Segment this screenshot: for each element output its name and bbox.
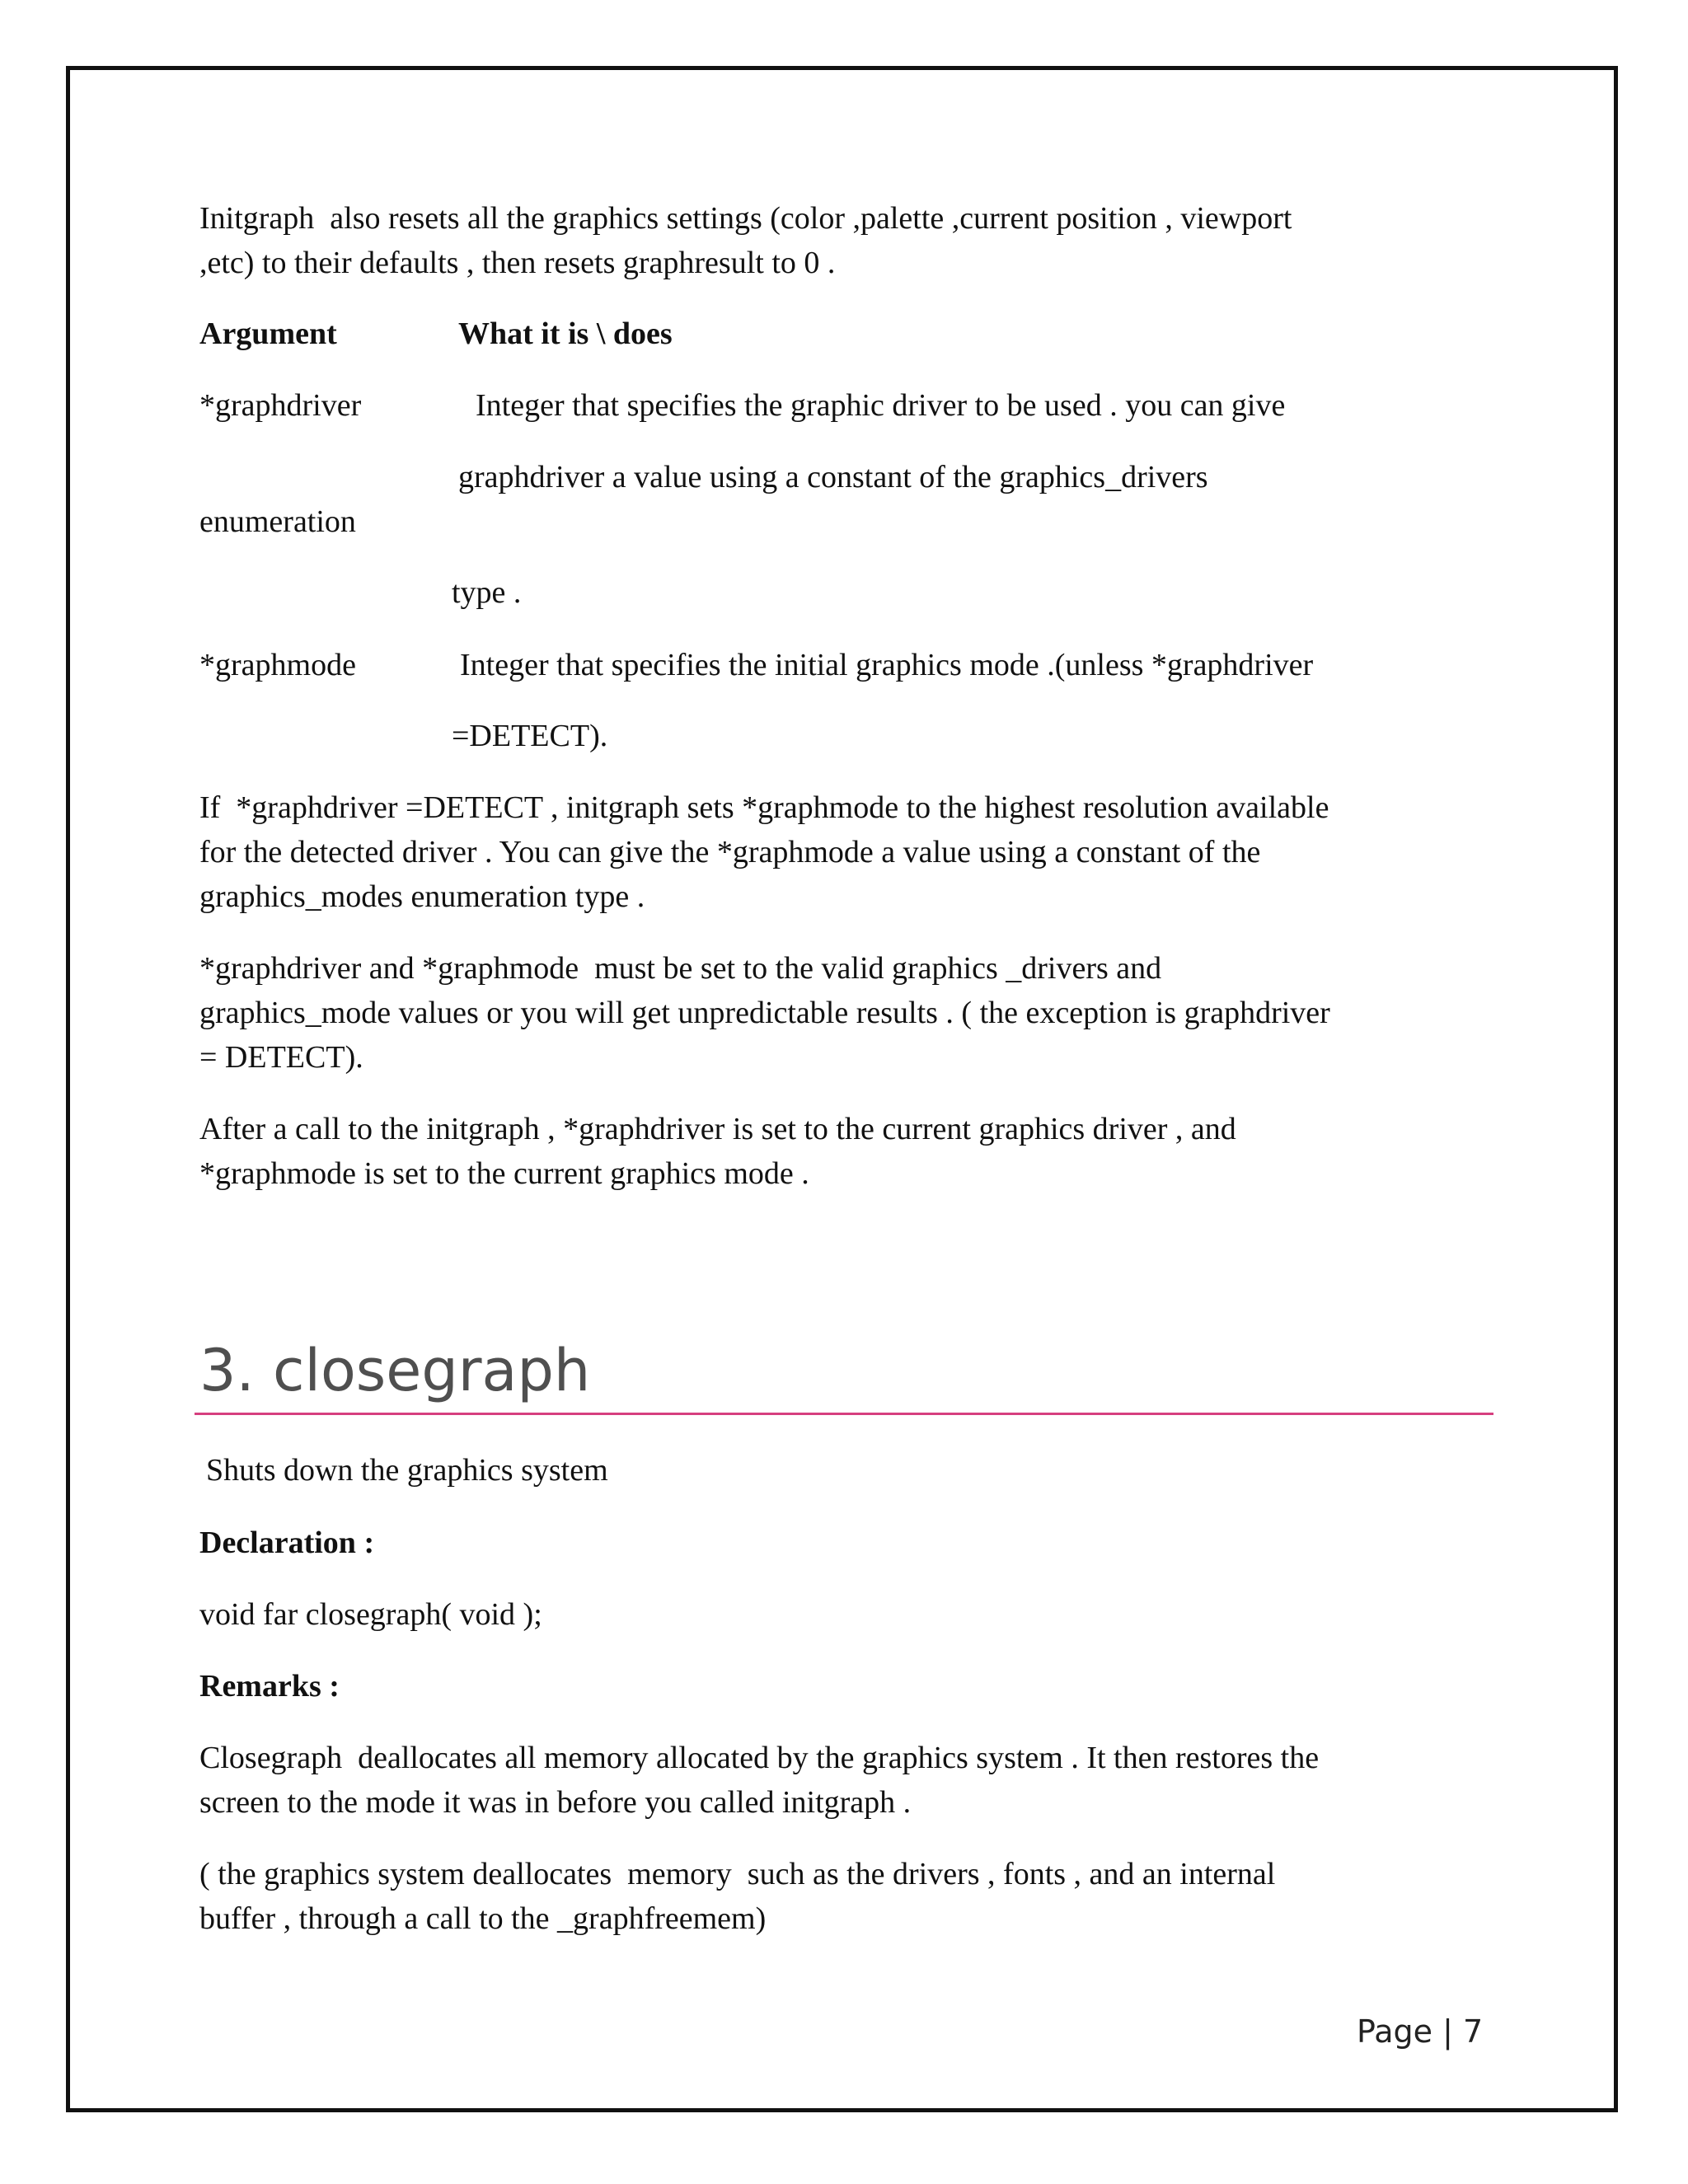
arg-graphdriver-desc: Integer that specifies the graphic driver to be used . you can give: [476, 388, 1286, 423]
remarks-label: Remarks :: [199, 1669, 340, 1704]
arg-graphmode-desc: =DETECT).: [452, 719, 608, 753]
remarks-paragraph-line: Closegraph deallocates all memory allocated by the graphics system . It then restores the: [199, 1741, 1320, 1775]
table-header-what: What it is \ does: [458, 316, 673, 351]
page-number: Page | 7: [1357, 2013, 1484, 2050]
note-paragraph-line: buffer , through a call to the _graphfreemem): [199, 1901, 767, 1936]
section-summary: Shuts down the graphics system: [206, 1453, 608, 1488]
heading-underline: [195, 1413, 1493, 1415]
arg-graphdriver-desc: enumeration: [199, 504, 356, 539]
after-paragraph-line: *graphmode is set to the current graphics mode .: [199, 1156, 809, 1191]
table-header-argument: Argument: [199, 316, 337, 351]
arg-graphdriver-name: *graphdriver: [199, 388, 362, 423]
arg-graphmode-desc: Integer that specifies the initial graphics mode .(unless *graphdriver: [460, 648, 1314, 682]
note-paragraph-line: ( the graphics system deallocates memory such as the drivers , fonts , and an internal: [199, 1857, 1276, 1891]
valid-paragraph-line: = DETECT).: [199, 1040, 363, 1075]
declaration-code: void far closegraph( void );: [199, 1597, 542, 1632]
valid-paragraph-line: graphics_mode values or you will get unpredictable results . ( the exception is graphdriver: [199, 996, 1330, 1030]
detect-paragraph-line: graphics_modes enumeration type .: [199, 879, 645, 914]
arg-graphdriver-desc: type .: [452, 575, 522, 610]
remarks-paragraph-line: screen to the mode it was in before you called initgraph .: [199, 1785, 912, 1820]
arg-graphdriver-desc: graphdriver a value using a constant of the graphics_drivers: [458, 460, 1208, 494]
after-paragraph-line: After a call to the initgraph , *graphdriver is set to the current graphics driver , and: [199, 1112, 1236, 1146]
intro-paragraph-line: Initgraph also resets all the graphics settings (color ,palette ,current position , viewport: [199, 201, 1292, 236]
detect-paragraph-line: If *graphdriver =DETECT , initgraph sets *graphmode to the highest resolution available: [199, 790, 1329, 825]
detect-paragraph-line: for the detected driver . You can give the *graphmode a value using a constant of the: [199, 835, 1261, 869]
intro-paragraph-line: ,etc) to their defaults , then resets graphresult to 0 .: [199, 246, 836, 280]
valid-paragraph-line: *graphdriver and *graphmode must be set to the valid graphics _drivers and: [199, 951, 1162, 986]
declaration-label: Declaration :: [199, 1526, 375, 1560]
arg-graphmode-name: *graphmode: [199, 648, 356, 682]
section-heading: 3. closegraph: [199, 1337, 591, 1404]
